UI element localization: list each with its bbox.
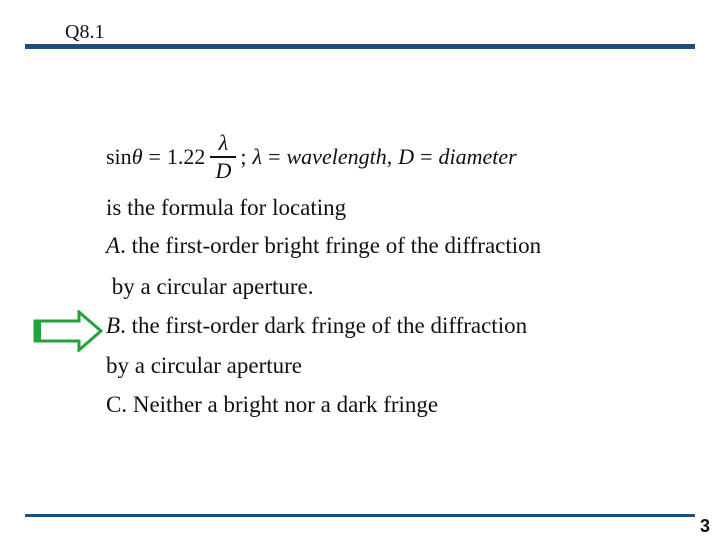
slide-title: Q8.1 [65,21,105,43]
formula-D: D [398,144,415,169]
answer-arrow-shape [35,312,101,350]
formula-equals-2: = [268,144,281,169]
formula-equals-1: = [148,144,161,169]
answer-arrow-tail [35,321,41,341]
formula-equals-3: = [420,144,433,169]
option-b-text: . the first-order dark fringe of the diffraction [120,313,528,338]
option-a-letter: A [106,233,121,258]
answer-arrow-icon [33,310,103,352]
option-a-line-1 [106,232,541,260]
option-b-line-2: by a circular aperture [106,353,303,378]
question-stem: is the formula for locating [106,195,347,220]
formula-denominator: D [215,158,232,183]
formula-wavelength: wavelength [286,144,387,169]
option-a-text: . the first-order bright fringe of the diffraction [120,233,542,258]
bottom-rule [25,514,695,517]
formula-comma: , [386,144,393,169]
formula-coefficient: 1.22 [166,144,206,169]
formula-diameter: diameter [438,144,517,169]
page-number: 3 [700,516,711,536]
formula-fraction [210,130,236,184]
option-c: C. Neither a bright nor a dark fringe [106,392,439,417]
option-b-letter: B [106,313,121,338]
formula-numerator: λ [218,130,229,155]
formula [106,126,517,188]
option-b-line-1 [106,312,527,340]
formula-lambda: λ [252,144,263,169]
top-rule [25,44,695,49]
formula-separator: ; [240,144,247,169]
formula-sin: sin [106,144,132,169]
formula-theta: θ [131,144,143,169]
option-a-line-2: by a circular aperture. [106,274,314,299]
